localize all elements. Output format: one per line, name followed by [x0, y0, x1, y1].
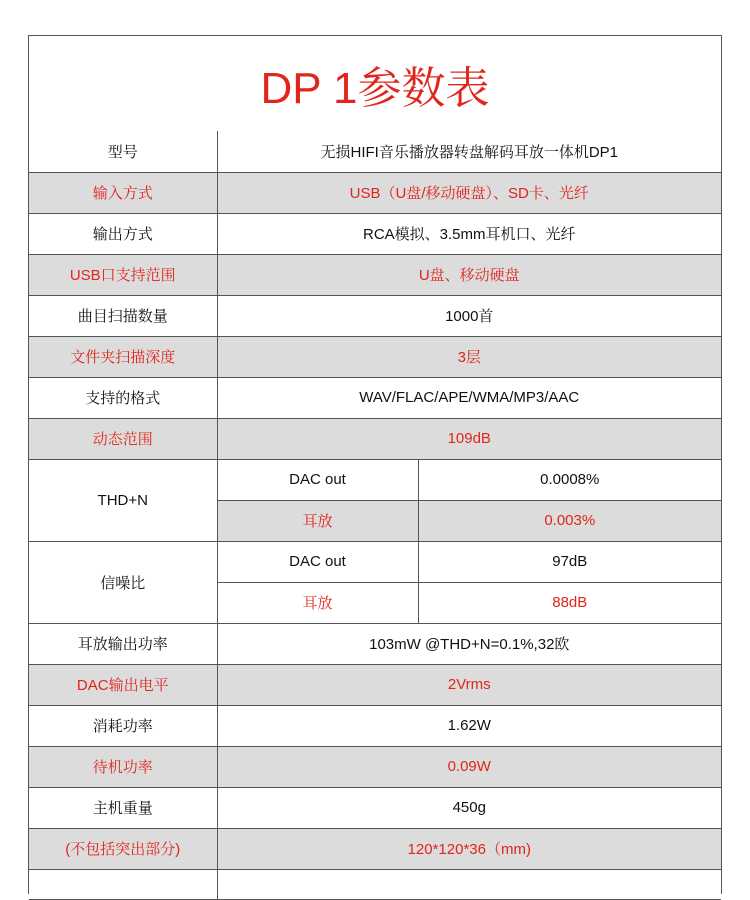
table-row	[29, 295, 721, 336]
spec-sheet	[28, 35, 722, 894]
table-row	[29, 418, 721, 459]
spec-label: 文件夹扫描深度	[29, 336, 217, 377]
spec-value: USB（U盘/移动硬盘）、SD卡、光纤	[217, 172, 721, 213]
spec-table	[29, 131, 721, 900]
spec-value: 3层	[217, 336, 721, 377]
spec-value: 无损HIFI音乐播放器转盘解码耳放一体机DP1	[217, 131, 721, 172]
spec-value: 0.0008%	[418, 459, 721, 500]
table-row	[29, 664, 721, 705]
table-row	[29, 131, 721, 172]
spec-label: USB口支持范围	[29, 254, 217, 295]
spec-sub-label: DAC out	[217, 459, 418, 500]
table-row	[29, 213, 721, 254]
table-row	[29, 705, 721, 746]
spec-value: 97dB	[418, 541, 721, 582]
spec-value: U盘、移动硬盘	[217, 254, 721, 295]
table-row	[29, 828, 721, 869]
spec-label: 待机功率	[29, 746, 217, 787]
spec-label: 曲目扫描数量	[29, 295, 217, 336]
spec-label: 消耗功率	[29, 705, 217, 746]
spec-sub-label: DAC out	[217, 541, 418, 582]
table-row	[29, 254, 721, 295]
spec-label: 主机重量	[29, 787, 217, 828]
spec-label: 耳放输出功率	[29, 623, 217, 664]
spec-label: THD+N	[29, 459, 217, 541]
table-row	[29, 787, 721, 828]
table-row	[29, 377, 721, 418]
spec-value: 1.62W	[217, 705, 721, 746]
spec-value: 1000首	[217, 295, 721, 336]
spec-value: 0.09W	[217, 746, 721, 787]
spec-label: 输出方式	[29, 213, 217, 254]
spec-value: 103mW @THD+N=0.1%,32欧	[217, 623, 721, 664]
table-row	[29, 541, 721, 582]
spec-sub-label: 耳放	[217, 500, 418, 541]
spec-label: 型号	[29, 131, 217, 172]
spec-label: DAC输出电平	[29, 664, 217, 705]
spec-label: 动态范围	[29, 418, 217, 459]
spec-value: 120*120*36（mm)	[217, 828, 721, 869]
spec-value: 109dB	[217, 418, 721, 459]
spec-value-empty	[217, 869, 721, 899]
table-row	[29, 746, 721, 787]
spec-value: 2Vrms	[217, 664, 721, 705]
table-row	[29, 869, 721, 899]
spec-label: 输入方式	[29, 172, 217, 213]
spec-value: WAV/FLAC/APE/WMA/MP3/AAC	[217, 377, 721, 418]
page-title: DP 1参数表	[29, 36, 721, 132]
spec-label: 支持的格式	[29, 377, 217, 418]
table-row	[29, 623, 721, 664]
spec-label: 信噪比	[29, 541, 217, 623]
spec-label: (不包括突出部分)	[29, 828, 217, 869]
spec-label-empty	[29, 869, 217, 899]
spec-sub-label: 耳放	[217, 582, 418, 623]
table-row	[29, 172, 721, 213]
table-row	[29, 459, 721, 500]
spec-value: 450g	[217, 787, 721, 828]
spec-value: RCA模拟、3.5mm耳机口、光纤	[217, 213, 721, 254]
spec-value: 0.003%	[418, 500, 721, 541]
table-row	[29, 336, 721, 377]
spec-value: 88dB	[418, 582, 721, 623]
